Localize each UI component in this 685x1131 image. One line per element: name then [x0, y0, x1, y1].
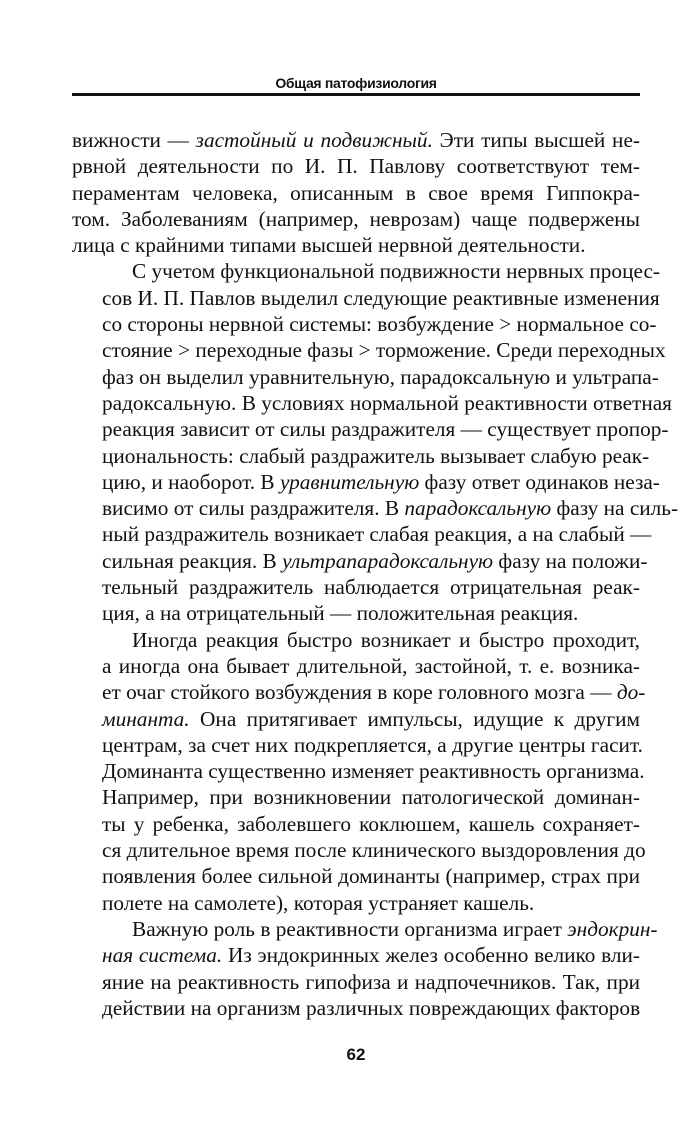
text-line: [72, 180, 640, 206]
text-run: ты у ребенка, заболевшего коклюшем, кашель сохраняет-: [102, 811, 640, 836]
text-run: стояние > переходные фазы > торможение. Среди переходных: [102, 338, 666, 363]
header-rule: [72, 93, 640, 96]
italic-term: эндокрин-: [567, 916, 658, 941]
text-run: Важную роль в реактивности организма играет: [132, 916, 568, 941]
text-run: тельный раздражитель наблюдается отрицательная реак-: [102, 575, 640, 600]
text-run: фазу на положи-: [493, 548, 648, 573]
paragraph: [72, 127, 640, 258]
paragraph: [72, 916, 658, 1021]
text-line: [72, 969, 640, 995]
text-line: [72, 232, 640, 258]
text-line: [72, 521, 652, 547]
text-line: [72, 995, 640, 1021]
text-run: фазу на силь-: [551, 496, 679, 521]
italic-term: до-: [616, 680, 646, 705]
text-run: центрам, за счет них подкрепляется, а другие центры гасит.: [102, 732, 643, 757]
text-run: пераментам человека, описанным в свое время Гиппокра-: [72, 180, 640, 205]
text-line: [72, 942, 640, 968]
text-line: [72, 258, 661, 284]
text-line: [72, 627, 640, 653]
body-text: [72, 127, 679, 1021]
text-run: том. Заболеваниям (например, неврозам) чаще подвержены: [72, 206, 640, 231]
text-line: [72, 469, 660, 495]
text-run: Иногда реакция быстро возникает и быстро проходит,: [132, 627, 640, 652]
text-run: полете на самолете), которая устраняет кашель.: [102, 890, 535, 915]
text-run: ет очаг стойкого возбуждения в коре головного мозга —: [102, 680, 617, 705]
text-line: [72, 653, 640, 679]
text-line: [72, 443, 650, 469]
text-line: [72, 311, 657, 337]
text-line: [72, 574, 640, 600]
text-line: [72, 784, 640, 810]
text-line: [72, 390, 672, 416]
text-run: лица с крайними типами высшей нервной деятельности.: [72, 233, 586, 258]
italic-term: парадоксальную: [404, 496, 552, 521]
italic-term: застойный и подвижный.: [195, 128, 433, 152]
text-run: Из эндокринных желез особенно велико вли-: [222, 943, 640, 968]
italic-term: ная система.: [102, 943, 223, 968]
text-line: [72, 758, 645, 784]
text-run: ный раздражитель возникает слабая реакция, а на слабый —: [102, 522, 652, 547]
text-run: фазу ответ одинаков неза-: [419, 469, 660, 494]
text-run: циональность: слабый раздражитель вызывает слабую реак-: [102, 443, 650, 468]
text-line: [72, 863, 640, 889]
page-number: 62: [346, 1045, 366, 1064]
text-run: цию, и наоборот. В: [102, 469, 280, 494]
text-line: [72, 337, 666, 363]
text-line: [72, 706, 640, 732]
text-line: [72, 127, 640, 153]
paragraph: [72, 258, 679, 626]
text-run: ся длительное время после клинического выздоровления до: [102, 838, 646, 863]
text-line: [72, 206, 640, 232]
text-run: сильная реакция. В: [102, 548, 283, 573]
text-run: фаз он выделил уравнительную, парадоксальную и ультрапа-: [102, 364, 659, 389]
text-run: С учетом функциональной подвижности нервных процес-: [132, 259, 661, 284]
text-run: Например, при возникновении патологической доминан-: [102, 785, 640, 810]
text-run: висимо от силы раздражителя. В: [102, 496, 405, 521]
text-line: [72, 548, 648, 574]
text-run: ция, а на отрицательный — положительная реакция.: [102, 601, 579, 626]
text-run: а иногда она бывает длительной, застойной, т. е. возника-: [102, 653, 640, 678]
text-run: появления более сильной доминанты (например, страх при: [102, 864, 640, 889]
italic-term: ультрапарадоксальную: [282, 548, 494, 573]
italic-term: минанта.: [102, 706, 190, 731]
text-line: [72, 364, 659, 390]
text-run: Она притягивает импульсы, идущие к другим: [189, 706, 640, 731]
text-line: [72, 495, 679, 521]
text-run: Доминанта существенно изменяет реактивность организма.: [102, 759, 645, 784]
text-line: [72, 732, 643, 758]
text-run: яние на реактивность гипофиза и надпочечников. Так, при: [102, 969, 640, 994]
italic-term: уравнительную: [279, 469, 420, 494]
text-line: [72, 679, 646, 705]
text-run: реакция зависит от силы раздражителя — существует пропор-: [102, 417, 669, 442]
text-line: [72, 916, 658, 942]
text-line: [72, 811, 640, 837]
text-run: действии на организм различных повреждающих факторов: [102, 995, 641, 1020]
text-run: вижности —: [72, 128, 196, 152]
paragraph: [72, 627, 646, 916]
text-line: [72, 600, 640, 626]
text-line: [72, 890, 640, 916]
text-run: сов И. П. Павлов выделил следующие реактивные изменения: [102, 285, 660, 310]
text-run: Эти типы высшей не-: [432, 128, 640, 152]
text-run: со стороны нервной системы: возбуждение > нормальное со-: [102, 312, 657, 337]
text-line: [72, 153, 640, 179]
text-line: [72, 837, 646, 863]
running-title: Общая патофизиология: [275, 75, 437, 91]
text-line: [72, 416, 669, 442]
text-line: [72, 285, 660, 311]
text-run: рвной деятельности по И. П. Павлову соответствуют тем-: [72, 154, 640, 179]
text-run: радоксальную. В условиях нормальной реактивности ответная: [102, 390, 672, 415]
